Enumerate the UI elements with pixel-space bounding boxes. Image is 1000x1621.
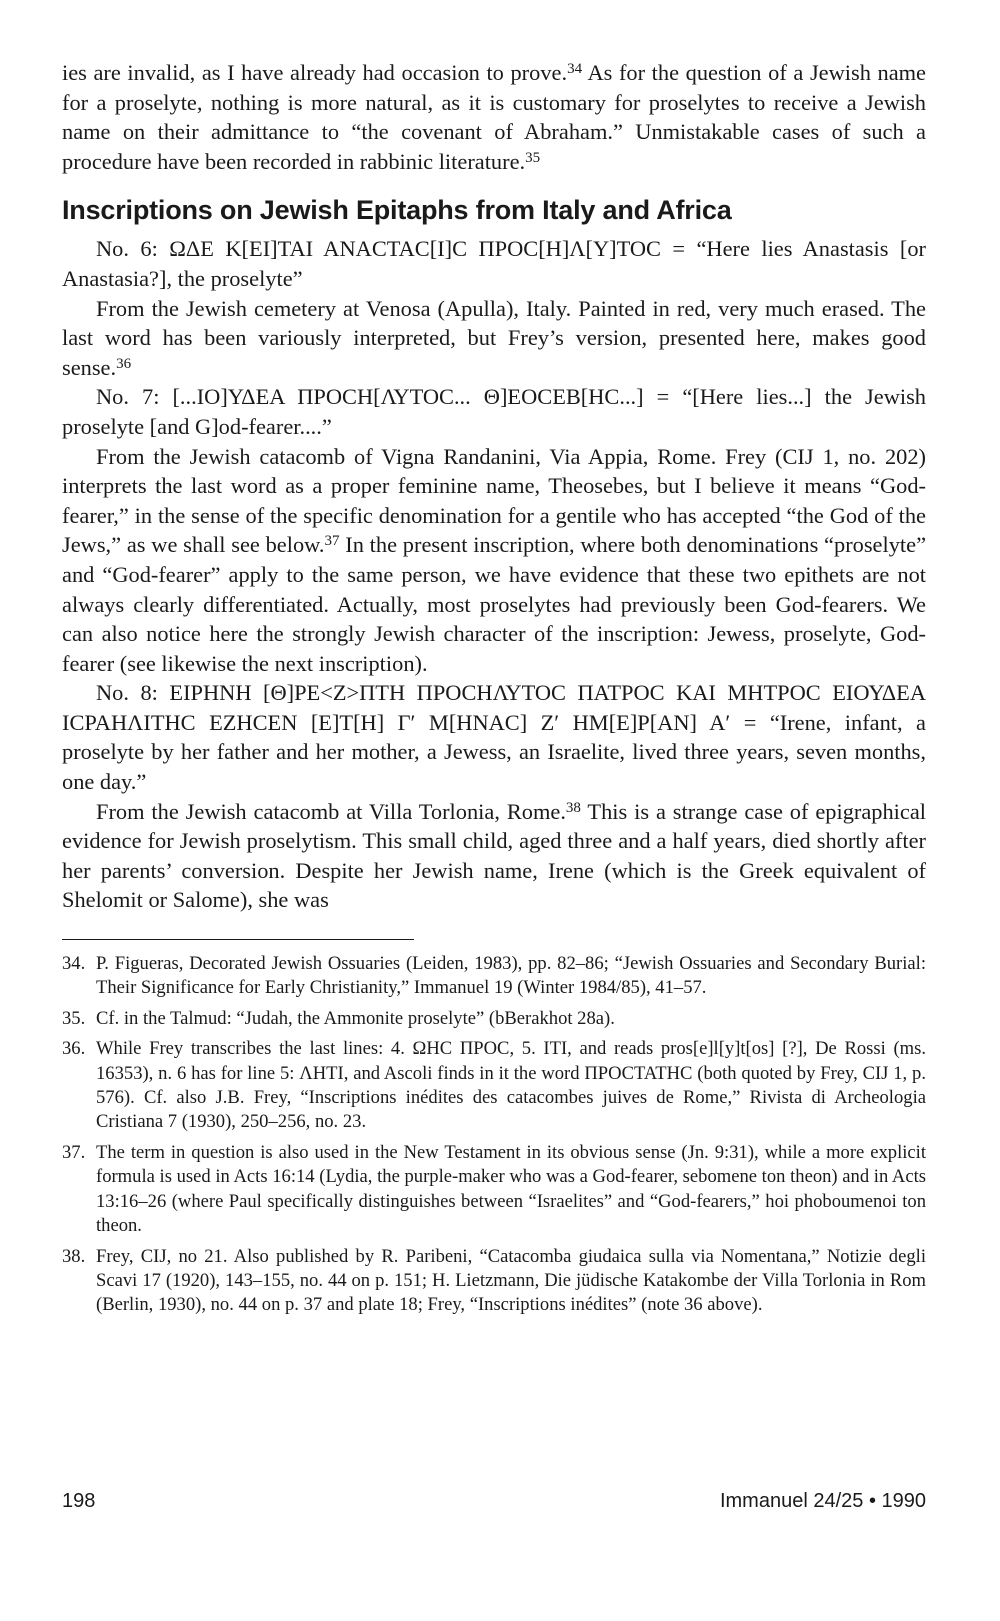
footnote-number: 34. bbox=[62, 953, 86, 975]
body-text bbox=[62, 58, 926, 176]
inscription-8-commentary bbox=[62, 797, 926, 915]
footnote bbox=[62, 1141, 926, 1239]
inscription-7: No. 7: [...ΙΟ]ΥΔΕΑ ΠΡΟCΗ[ΛΥΤΟC... Θ]ΕΟCΕΒ[ΗC...] = “[Here lies...] the Jewish proselyte [and G]od-fearer....” bbox=[62, 384, 926, 439]
footnote bbox=[62, 952, 926, 1001]
footnote-ref[interactable]: 38 bbox=[565, 799, 581, 816]
body-text bbox=[62, 234, 926, 915]
inscription-8: No. 8: ΕΙΡΗΝΗ [Θ]ΡΕ<Ζ>ΠΤΗ ΠΡΟCΗΛΥΤΟC ΠΑΤΡΟC ΚΑΙ ΜΗΤΡΟC ΕΙΟΥΔΕΑ ΙCΡΑΗΛΙΤΗC ΕΖΗCΕΝ [Ε]Τ[Η] Γ′ Μ[ΗΝΑC] Ζ′ ΗΜ[Ε]Ρ[ΑΝ] Α′ = “Irene, infant, a proselyte by her father and her mother, a Jewess, an Israelite, lived three years, seven months, one day.” bbox=[62, 680, 926, 795]
paragraph-text: From the Jewish catacomb of Vigna Randanini, Via Appia, Rome. Frey (CIJ 1, no. 202) interprets the last word as a proper feminine name, Theosebes, but I believe it means “God-fearer,” in the sense of the specific denomination for a gentile who has accepted “the God of the Jews,” as we shall see below. bbox=[62, 443, 926, 558]
footnote-number: 36. bbox=[62, 1038, 86, 1060]
page-footer bbox=[62, 1490, 926, 1513]
paragraph-text: As for the question of a Jewish name for a proselyte, nothing is more natural, as it is customary for proselytes to receive a Jewish name on their admittance to “the covenant of Abraham.” Unmistakable cases of such a procedure have been recorded in rabbinic literature. bbox=[62, 60, 926, 174]
footnote-ref[interactable]: 36 bbox=[116, 355, 132, 372]
footnote-text: Frey, CIJ, no 21. Also published by R. Paribeni, “Catacomba giudaica sulla via Nomentana,” Notizie degli Scavi 17 (1920), 143–155, no. 44 on p. 151; H. Lietzmann, Die jüdische Katakombe der Villa Torlonia in Rom (Berlin, 1930), no. 44 on p. 37 and plate 18; Frey, “Inscriptions inédites” (note 36 above). bbox=[96, 1245, 926, 1316]
inscription-6-commentary bbox=[62, 294, 926, 383]
footnote-text: The term in question is also used in the New Testament in its obvious sense (Jn. 9:31), while a more explicit formula is used in Acts 16:14 (Lydia, the purple-maker who was a God-fearer, sebomene ton theon) and in Acts 13:16–26 (where Paul specifically distinguishes between “Israelites” and “God-fearers,” hoi phoboumenoi ton theon. bbox=[96, 1141, 926, 1237]
footnote-text: Cf. in the Talmud: “Judah, the Ammonite proselyte” (bBerakhot 28a). bbox=[96, 1007, 615, 1029]
opening-paragraph bbox=[62, 58, 926, 176]
footnote bbox=[62, 1245, 926, 1318]
paragraph-text: ies are invalid, as I have already had occasion to prove. bbox=[62, 60, 568, 85]
footnote-number: 35. bbox=[62, 1007, 86, 1029]
footnotes bbox=[62, 952, 926, 1318]
paragraph-text: From the Jewish cemetery at Venosa (Apulla), Italy. Painted in red, very much erased. The last word has been variously interpreted, but Frey’s version, presented here, makes good sense. bbox=[62, 295, 926, 380]
footnote-number: 37. bbox=[62, 1141, 86, 1163]
page-content bbox=[62, 58, 926, 1324]
footnote-number: 38. bbox=[62, 1245, 86, 1267]
footnote-text: While Frey transcribes the last lines: 4. ΩΗC ΠΡΟC, 5. ΙΤΙ, and reads pros[e]l[y]t[os] [?], De Rossi (ms. 16353), n. 6 has for line 5: ΛΗΤΙ, and Ascoli finds in it the word ΠΡΟCΤΑΤΗC (both quoted by Frey, CIJ 1, p. 576). Cf. also J.B. Frey, “Inscriptions inédites des catacombes juives de Rome,” Rivista di Archeologia Cristiana 7 (1930), 250–256, no. 23. bbox=[96, 1038, 926, 1133]
inscription-7-commentary bbox=[62, 442, 926, 679]
footnote bbox=[62, 1037, 926, 1135]
footnote-ref[interactable]: 35 bbox=[525, 149, 541, 166]
journal-citation: Immanuel 24/25 • 1990 bbox=[719, 1490, 926, 1512]
paragraph-text: In the present inscription, where both denominations “proselyte” and “God-fearer” apply to the same person, we have evidence that these two epithets are not always clearly differentiated. Actually, most proselytes had previously been God-fearers. We can also notice here the strongly Jewish character of the inscription: Jewess, proselyte, God-fearer (see likewise the next inscription). bbox=[62, 532, 927, 676]
footnote-ref[interactable]: 37 bbox=[324, 533, 340, 550]
paragraph-text: This is a strange case of epigraphical evidence for Jewish proselytism. This small child, aged three and a half years, died shortly after her parents’ conversion. Despite her Jewish name, Irene (which is the Greek equivalent of Shelomit or Salome), she was bbox=[62, 798, 927, 913]
paragraph-text: From the Jewish catacomb at Villa Torlonia, Rome. bbox=[96, 798, 566, 824]
footnote-text: P. Figueras, Decorated Jewish Ossuaries (Leiden, 1983), pp. 82–86; “Jewish Ossuaries and Secondary Burial: Their Significance for Early Christianity,” Immanuel 19 (Winter 1984/85), 41–57. bbox=[96, 953, 926, 999]
footnote bbox=[62, 1007, 926, 1031]
footnote-ref[interactable]: 34 bbox=[567, 61, 583, 77]
page-number: 198 bbox=[62, 1490, 96, 1512]
footnote-divider bbox=[62, 939, 414, 940]
inscription-6: No. 6: ΩΔΕ Κ[ΕΙ]ΤΑΙ ΑΝΑCΤΑC[Ι]C ΠΡΟC[Η]Λ[Υ]ΤΟC = “Here lies Anastasis [or Anastasia?], the proselyte” bbox=[62, 236, 926, 291]
section-heading: Inscriptions on Jewish Epitaphs from Italy and Africa bbox=[62, 195, 732, 226]
